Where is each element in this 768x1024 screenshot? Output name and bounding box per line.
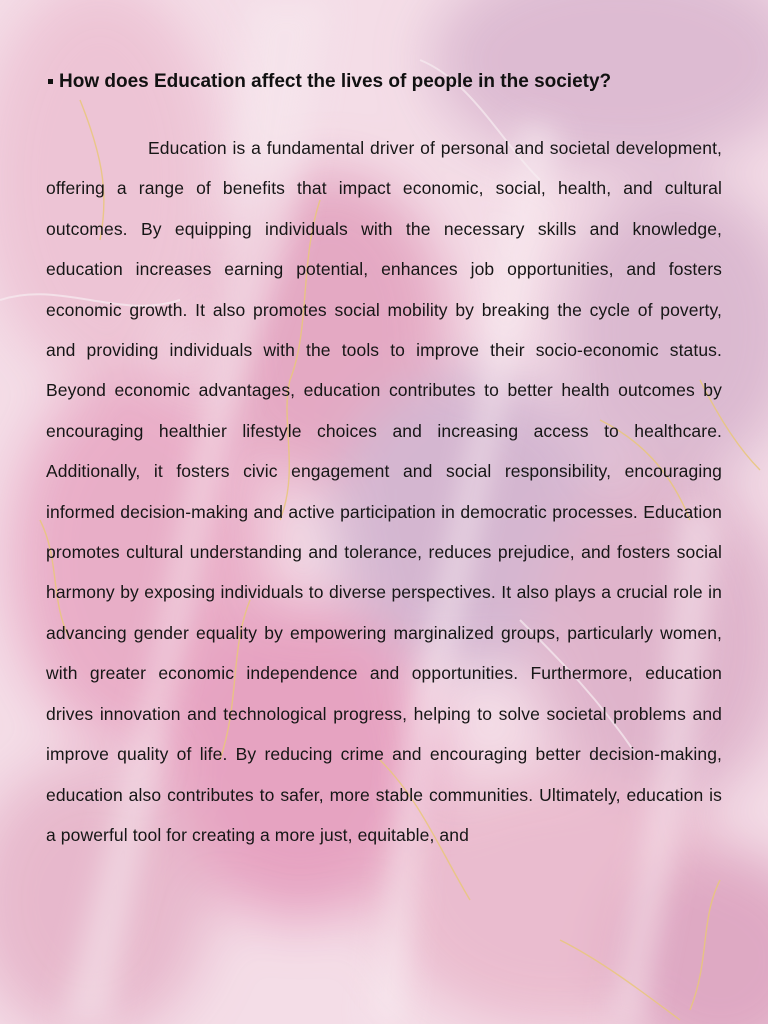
essay-paragraph: Education is a fundamental driver of personal and societal development, offering a range of benefits that impact economic, social, health, and cultural outcomes. By equipping individuals with the necessary skills and knowledge, education increases earning potential, enhances job opportunities, and fosters economic growth. It also promotes social mobility by breaking the cycle of poverty, and providing individuals with the tools to improve their socio-economic status. Beyond economic advantages, education contributes to better health outcomes by encouraging healthier lifestyle choices and increasing access to healthcare. Additionally, it fosters civic engagement and social responsibility, encouraging informed decision-making and active participation in democratic processes. Education promotes cultural understanding and tolerance, reduces prejudice, and fosters social harmony by exposing individuals to diverse perspectives. It also plays a crucial role in advancing gender equality by empowering marginalized groups, particularly women, with greater economic independence and opportunities. Furthermore, education drives innovation and technological progress, helping to solve societal problems and improve quality of life. By reducing crime and encouraging better decision-making, education also contributes to safer, more stable communities. Ultimately, education is a powerful tool for creating a more just, equitable, and bbox=[46, 138, 722, 845]
heading-text: How does Education affect the lives of people in the society? bbox=[59, 71, 612, 92]
question-heading bbox=[48, 68, 738, 96]
bullet-icon bbox=[48, 79, 53, 84]
